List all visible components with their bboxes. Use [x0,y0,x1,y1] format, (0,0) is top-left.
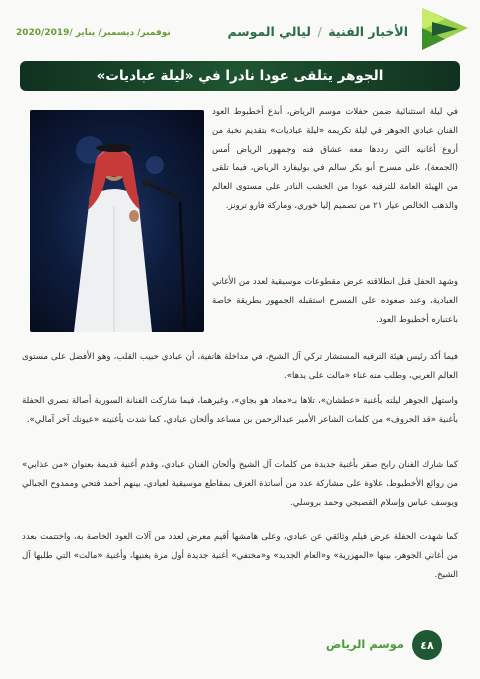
article-paragraph: وشهد الحفل قبل انطلاقته عرض مقطوعات موسيقية لعدد من الأغاني العبادية، وعند صعوده على المسرح استقبله الجمهور بطريقة خاصة باعتباره أخطبوط العود. [212,277,458,325]
article-title: الجوهر يتلقى عودا نادرا في «ليلة عباديات» [96,68,384,84]
article-paragraph: واستهل الجوهر ليلته بأغنية «عطشان»، تلاها بـ«معاد هو بجاي»، وغيرهما، فيما شاركت الفنانة السورية أصالة نصري الحفلة بأغنية «قد الحروف» من كلمات الشاعر الأمير عبدالرحمن بن مساعد وألحان عبادي، كما شدت بأغنيته «عيونك آخر آمالي». [22,396,458,425]
article-paragraph: فيما أكد رئيس هيئة الترفيه المستشار تركي آل الشيخ، في مداخلة هاتفية، أن عبادي حبيب القلب، وهو الأفضل على مستوى العالم العربي، وطلب منه غناء «مالت على يدها». [22,352,458,381]
singer-photo [30,110,204,332]
issue-date: نوفمبر/ ديسمبر/ يناير /2020/2019 [16,28,171,38]
footer-brand: موسم الرياض [325,637,404,651]
section-name: الأخبار الفنية [328,24,408,39]
subsection-name: ليالي الموسم [227,24,311,39]
page-number: ٤٨ [412,630,442,660]
season-logo-icon [418,6,470,52]
article-paragraph: كما شارك الفنان رابح صقر بأغنية جديدة من كلمات آل الشيخ وألحان الفنان عبادي، وقدم أغنية قديمة بعنوان «من عذابي» من روائع الأخطبوط، علاوة على مشاركة عدد من أساتذة العزف بمقاطع موسيقية لعبادي، بينهم أحمد فتحي وممدوح الجبالي ويوسف عباس وإسلام القصبجي وحمد بروسلي. [22,460,458,508]
article-title-bar [20,61,460,91]
section-separator: / [317,24,322,39]
section-title [228,24,409,39]
article-paragraph: كما شهدت الحفلة عرض فيلم وثائقي عن عبادي، وعلى هامشها أقيم معرض لعدد من آلات العود الخاصة به، واختتمت بعدد من أغاني الجوهر، بينها «المهزرية» و«العام الجديد» و«مختفي» أغنية جديدة أول مرة يغنيها، وأغنية «مالت» التي طلبها آل الشيخ. [22,532,458,580]
article-paragraph: في ليلة استثنائية ضمن حفلات موسم الرياض، أبدع أخطبوط العود الفنان عبادي الجوهر في ليلة تكريمه «ليلة عباديات» بتقديم نخبة من أروع أغانيه التي رددها معه عشاق فنه وجمهور الرياض أمس (الجمعة)، على مسرح أبو بكر سالم في بوليفارد الرياض، فيما تلقى من الهيئة العامة للترفيه عودا من الخشب النادر على مستوى العالم والذهب الخالص عيار ٢١ من تصميم إليا خوري، وماركة فارو ترونز. [212,107,458,211]
